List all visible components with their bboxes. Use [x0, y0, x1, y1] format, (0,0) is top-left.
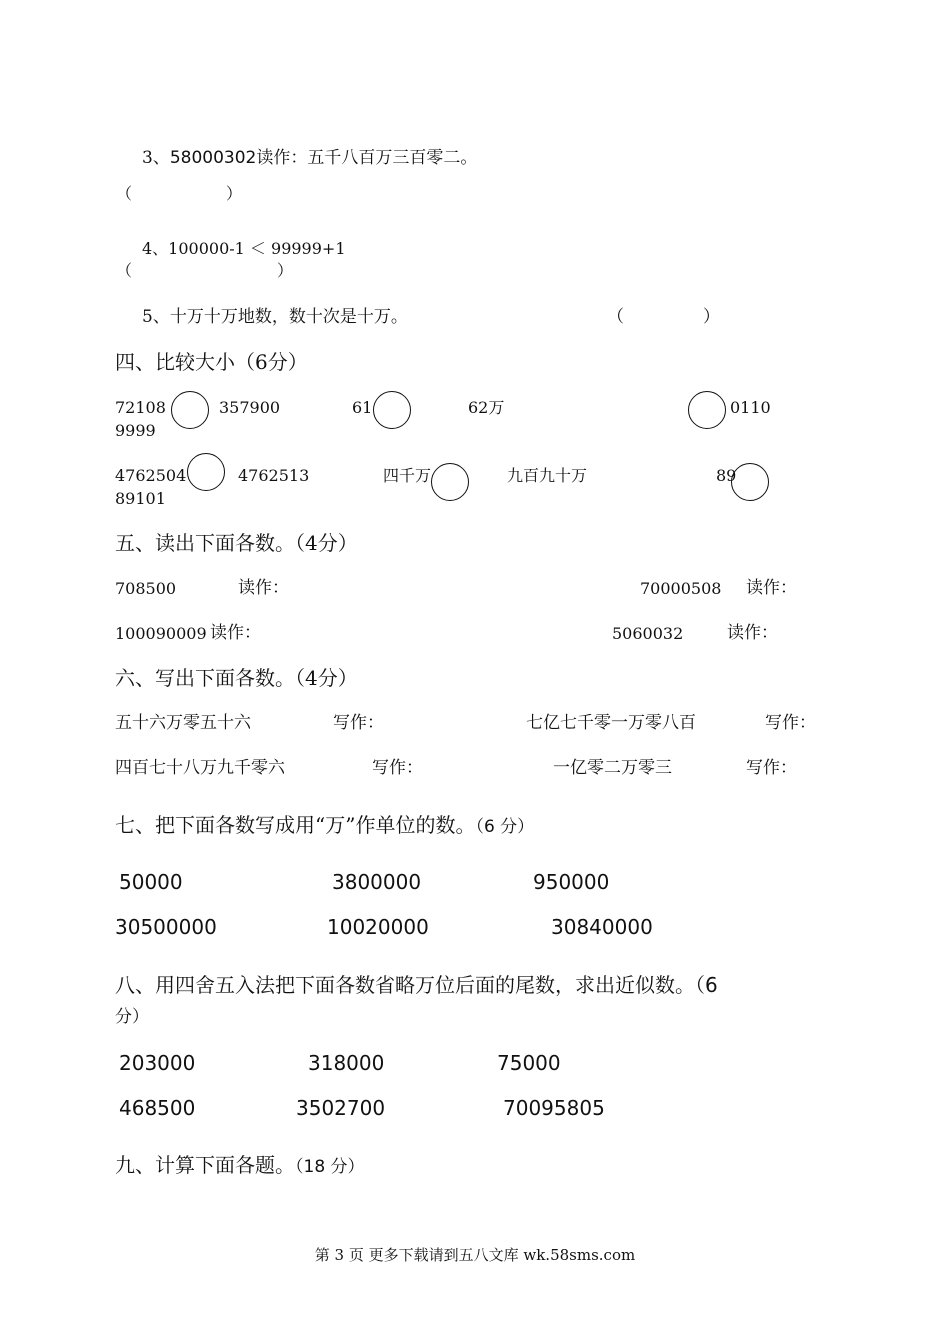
compare-circle-4[interactable] — [187, 453, 225, 491]
round-r2-1: 468500 — [119, 1096, 196, 1120]
write-label-3: 写作： — [372, 758, 423, 778]
compare-r1-f: 9999 — [115, 421, 156, 440]
q4-answer-paren-close: ） — [277, 261, 294, 280]
write-label-2: 写作： — [765, 713, 816, 733]
write-label-1: 写作： — [333, 713, 384, 733]
round-r2-2: 3502700 — [296, 1096, 386, 1120]
compare-r2-b: 4762513 — [238, 466, 310, 485]
q3-prefix: 3、 — [142, 148, 170, 168]
section-8-heading — [115, 975, 718, 995]
compare-circle-6[interactable] — [731, 463, 769, 501]
compare-circle-3[interactable] — [688, 391, 726, 429]
read-num-3: 100090009 — [115, 624, 207, 643]
compare-circle-2[interactable] — [373, 391, 411, 429]
q3-number: 58000302 — [169, 148, 257, 168]
compare-r1-d: 62万 — [468, 398, 505, 417]
q3-line — [142, 150, 477, 167]
q4-answer-paren-open: （ — [116, 261, 133, 280]
section-4-heading: 四、比较大小（6分） — [115, 350, 308, 374]
compare-r2-a: 4762504 — [115, 466, 187, 485]
round-r1-1: 203000 — [119, 1051, 196, 1075]
q3-answer-paren-close: ） — [226, 184, 243, 203]
compare-r1-b: 357900 — [219, 398, 281, 417]
q5-answer-paren-close: ） — [703, 307, 720, 327]
section-8-title: 八、用四舍五入法把下面各数省略万位后面的尾数，求出近似数。 — [115, 973, 695, 997]
q5-line: 5、十万十万地数，数十次是十万。 — [142, 307, 408, 327]
q3-text: 读作：五千八百万三百零二。 — [256, 148, 478, 168]
section-9-heading — [115, 1155, 365, 1176]
write-words-4: 一亿零二万零三 — [553, 758, 672, 778]
write-words-2: 七亿七千零一万零八百 — [526, 713, 696, 733]
q5-answer-paren-open: （ — [607, 307, 624, 327]
read-label-3: 读作： — [210, 623, 261, 643]
section-7-title: 七、把下面各数写成用“万”作单位的数。 — [115, 813, 476, 837]
write-label-4: 写作： — [746, 758, 797, 778]
section-7-heading — [115, 815, 534, 836]
read-num-2: 70000508 — [640, 579, 722, 598]
wan-r2-3: 30840000 — [551, 915, 653, 939]
section-5-heading: 五、读出下面各数。（4分） — [115, 531, 358, 555]
page-footer: 第 3 页 更多下载请到五八文库 wk.58sms.com — [314, 1246, 636, 1264]
wan-r1-3: 950000 — [533, 870, 610, 894]
compare-r2-e: 89 — [716, 466, 737, 485]
compare-r2-c: 四千万 — [383, 466, 432, 485]
section-8-score-open: （6 — [695, 973, 718, 997]
write-words-1: 五十六万零五十六 — [115, 713, 251, 733]
wan-r1-1: 50000 — [119, 870, 183, 894]
section-9-score-num: 18 — [303, 1157, 326, 1177]
round-r1-3: 75000 — [497, 1051, 561, 1075]
read-num-4: 5060032 — [612, 624, 684, 643]
q4-line: 4、100000-1 ＜ 99999+1 — [142, 239, 346, 258]
read-label-4: 读作： — [727, 623, 778, 643]
wan-r2-1: 30500000 — [115, 915, 217, 939]
section-8-score-close: 分） — [115, 1007, 149, 1027]
section-6-heading: 六、写出下面各数。（4分） — [115, 666, 358, 690]
section-9-score-open: （ — [295, 1157, 304, 1177]
write-words-3: 四百七十八万九千零六 — [115, 758, 285, 778]
round-r2-3: 70095805 — [503, 1096, 605, 1120]
compare-r1-e: 0110 — [730, 398, 771, 417]
read-num-1: 708500 — [115, 579, 177, 598]
section-9-title: 九、计算下面各题。 — [115, 1153, 295, 1177]
section-7-score: （6 分） — [475, 817, 535, 837]
round-r1-2: 318000 — [308, 1051, 385, 1075]
compare-r1-c: 61 — [352, 398, 373, 417]
compare-r2-f: 89101 — [115, 489, 166, 508]
wan-r2-2: 10020000 — [327, 915, 429, 939]
compare-r2-d: 九百九十万 — [507, 466, 588, 485]
wan-r1-2: 3800000 — [332, 870, 422, 894]
compare-r1-a: 72108 — [115, 398, 166, 417]
compare-circle-1[interactable] — [171, 391, 209, 429]
q3-answer-paren-open: （ — [116, 184, 133, 203]
read-label-1: 读作： — [238, 578, 289, 598]
section-9-score-close: 分） — [325, 1157, 365, 1177]
read-label-2: 读作： — [746, 578, 797, 598]
compare-circle-5[interactable] — [431, 463, 469, 501]
